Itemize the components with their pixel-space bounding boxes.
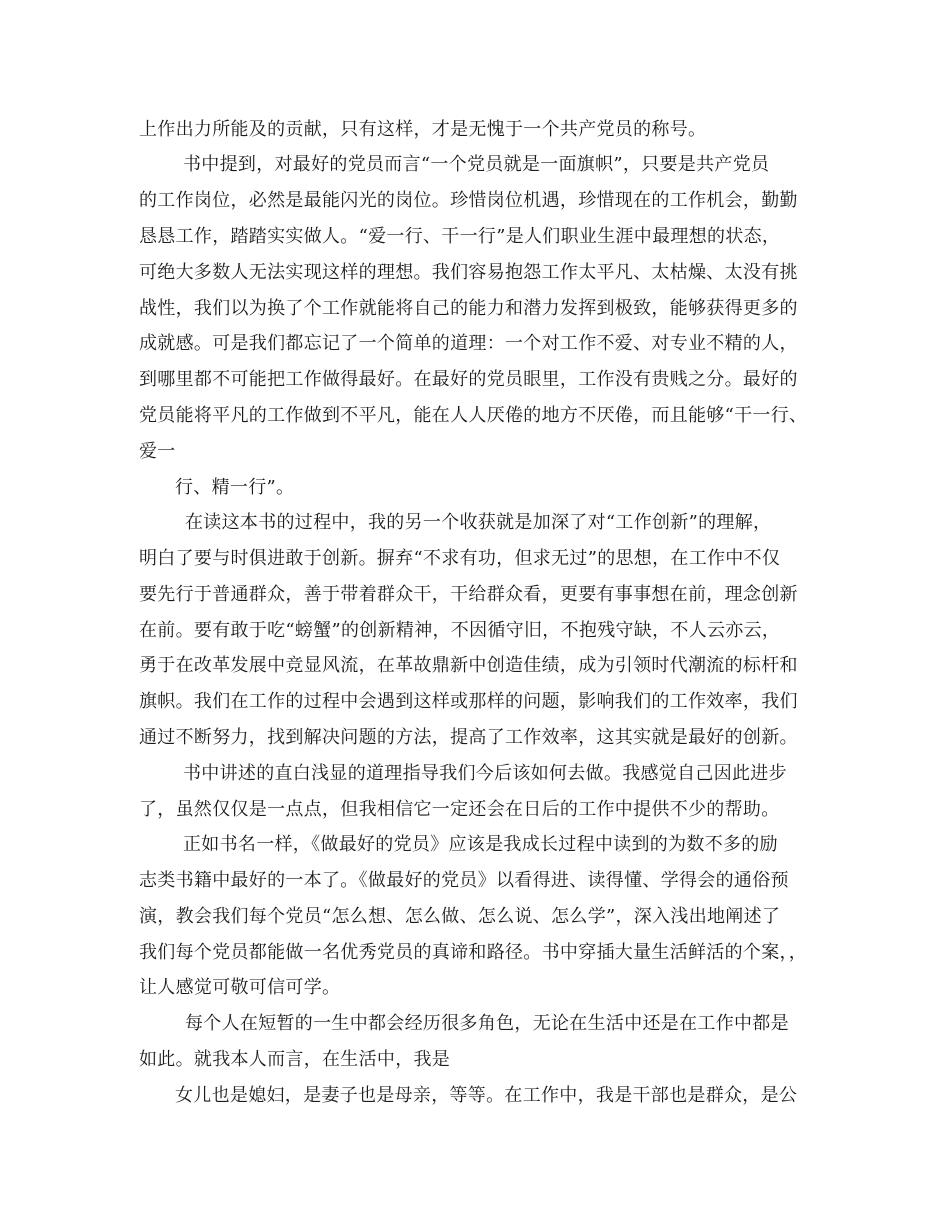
paragraph-first-line: 书中讲述的直白浅显的道理指导我们今后该如何去做。我感觉自己因此进步 [183,763,787,784]
text-line: 通过不断努力，找到解决问题的方法，提高了工作效率，这其实就是最好的创新。 [139,727,798,748]
text-line: 志类书籍中最好的一本了。《做最好的党员》以看得进、读得懂、学得会的通俗预 [139,870,789,891]
text-line: 可绝大多数人无法实现这样的理想。我们容易抱怨工作太平凡、太枯燥、太没有挑 [139,262,798,283]
paragraph-first-line: 正如书名一样，《做最好的党员》应该是我成长过程中读到的为数不多的励 [183,834,778,855]
paragraph-first-line: 书中提到，对最好的党员而言“一个党员就是一面旗帜”，只要是共产党员 [183,154,770,175]
text-line: 爱一 [139,441,176,462]
text-line: 我们每个党员都能做一名优秀党员的真谛和路径。书中穿插大量生活鲜活的个案，， [139,942,808,963]
text-line: 旗帜。我们在工作的过程中会遇到这样或那样的问题，影响我们的工作效率，我们 [139,691,798,712]
text-line: 到哪里都不可能把工作做得最好。在最好的党员眼里，工作没有贵贱之分。最好的 [139,369,798,390]
text-line: 在前。要有敢于吃“螃蟹”的创新精神，不因循守旧，不抱残守缺，不人云亦云， [139,620,781,641]
text-line: 上作出力所能及的贡献，只有这样，才是无愧于一个共产党员的称号。 [139,119,707,140]
paragraph-first-line: 每个人在短暂的一生中都会经历很多角色，无论在生活中还是在工作中都是 [185,1013,789,1034]
text-line: 恳恳工作，踏踏实实做人。“爱一行、干一行”是人们职业生涯中最理想的状态， [139,226,781,247]
text-line: 勇于在改革发展中竞显风流，在革故鼎新中创造佳绩，成为引领时代潮流的标杆和 [139,655,798,676]
text-line: 让人感觉可敬可信可学。 [139,977,341,998]
text-line: 了，虽然仅仅是一点点，但我相信它一定还会在日后的工作中提供不少的帮助。 [139,799,780,820]
text-line: 如此。就我本人而言，在生活中，我是 [139,1049,451,1070]
text-line: 战性，我们以为换了个工作就能将自己的能力和潜力发挥到极致，能够获得更多的 [139,298,798,319]
text-line: 演，教会我们每个党员“怎么想、怎么做、怎么说、怎么学”，深入浅出地阐述了 [139,906,781,927]
text-line: 党员能将平凡的工作做到不平凡，能在人人厌倦的地方不厌倦，而且能够“干一行、 [139,405,808,426]
text-line: 行、精一行”。 [175,477,295,498]
text-line: 成就感。可是我们都忘记了一个简单的道理：一个对工作不爱、对专业不精的人， [139,333,798,354]
text-line: 明白了要与时俱进敢于创新。摒弃“不求有功，但求无过”的思想，在工作中不仅 [139,548,781,569]
paragraph-first-line: 在读这本书的过程中，我的另一个收获就是加深了对“工作创新”的理解， [185,512,772,533]
text-line: 的工作岗位，必然是最能闪光的岗位。珍惜岗位机遇，珍惜现在的工作机会，勤勤 [139,190,798,211]
text-line: 女儿也是媳妇，是妻子也是母亲，等等。在工作中，我是干部也是群众，是公 [175,1085,798,1106]
text-line: 要先行于普通群众，善于带着群众干，干给群众看，更要有事事想在前，理念创新 [139,584,798,605]
